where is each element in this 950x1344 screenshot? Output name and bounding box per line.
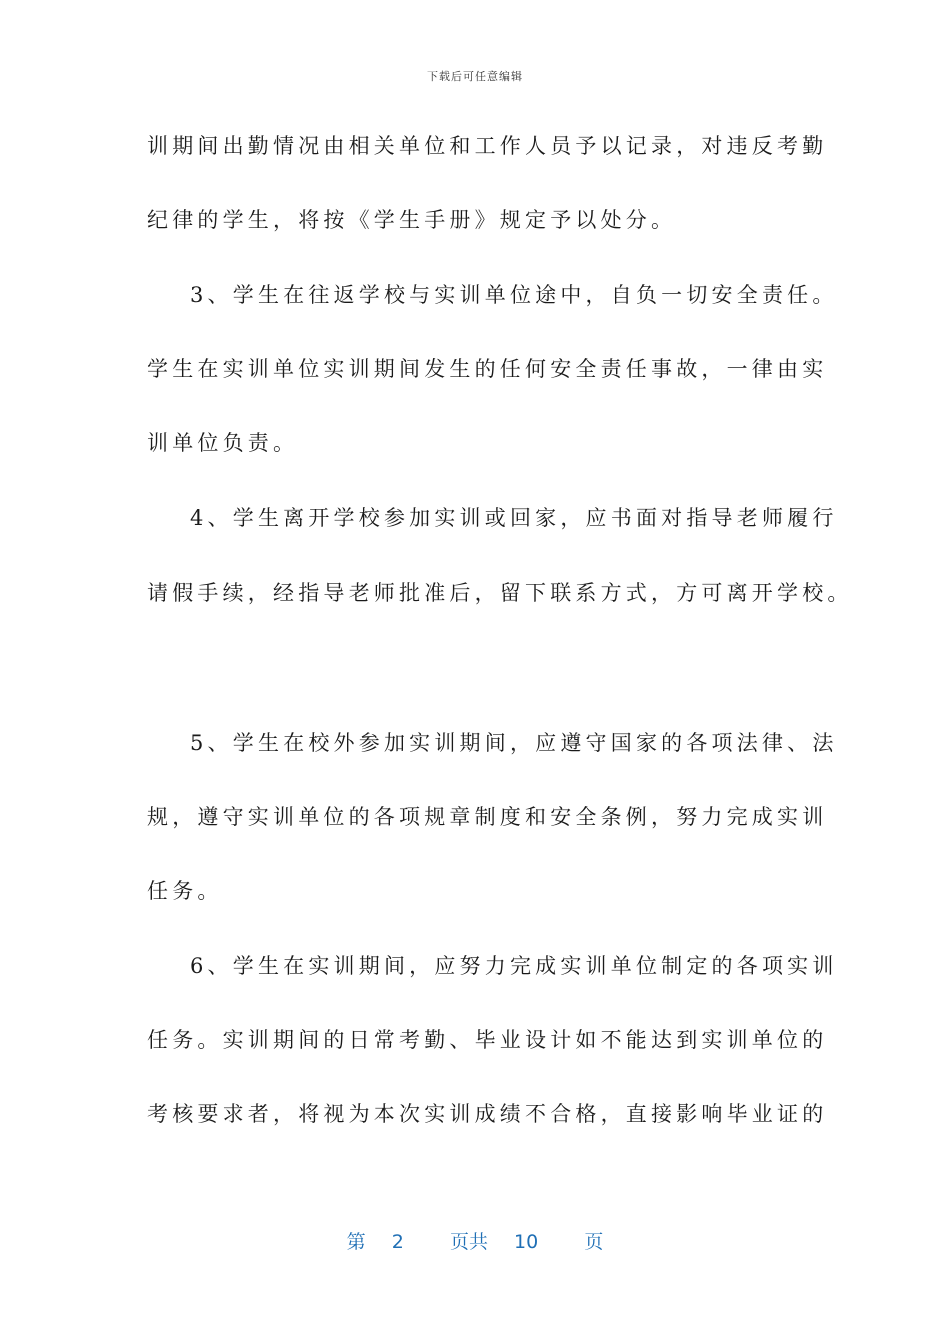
body-text-line: 任务。 <box>147 879 223 903</box>
body-text-line: 考核要求者，将视为本次实训成绩不合格，直接影响毕业证的 <box>147 1102 828 1126</box>
body-text-line: 5、学生在校外参加实训期间，应遵守国家的各项法律、法 <box>190 731 838 755</box>
page-header: 下载后可任意编辑 <box>427 70 523 83</box>
page-number-footer <box>0 1227 950 1254</box>
body-text-line: 纪律的学生，将按《学生手册》规定予以处分。 <box>147 208 677 232</box>
body-text-line: 训单位负责。 <box>147 431 299 455</box>
footer-total-pages: 10 <box>514 1231 539 1253</box>
body-text-line: 请假手续，经指导老师批准后，留下联系方式，方可离开学校。 <box>147 581 853 605</box>
body-text-line: 任务。实训期间的日常考勤、毕业设计如不能达到实训单位的 <box>147 1028 828 1052</box>
body-text-line: 4、学生离开学校参加实训或回家，应书面对指导老师履行 <box>190 506 838 530</box>
body-text-line: 训期间出勤情况由相关单位和工作人员予以记录，对违反考勤 <box>147 134 828 158</box>
body-text-line: 规，遵守实训单位的各项规章制度和安全条例，努力完成实训 <box>147 805 828 829</box>
footer-prefix: 第 <box>346 1231 366 1253</box>
body-text-line: 学生在实训单位实训期间发生的任何安全责任事故，一律由实 <box>147 357 828 381</box>
body-text-line: 3、学生在往返学校与实训单位途中，自负一切安全责任。 <box>190 283 838 307</box>
footer-suffix: 页 <box>584 1231 604 1253</box>
body-text-line: 6、学生在实训期间，应努力完成实训单位制定的各项实训 <box>190 954 838 978</box>
footer-middle: 页共 <box>449 1231 488 1253</box>
footer-current-page: 2 <box>391 1231 404 1253</box>
